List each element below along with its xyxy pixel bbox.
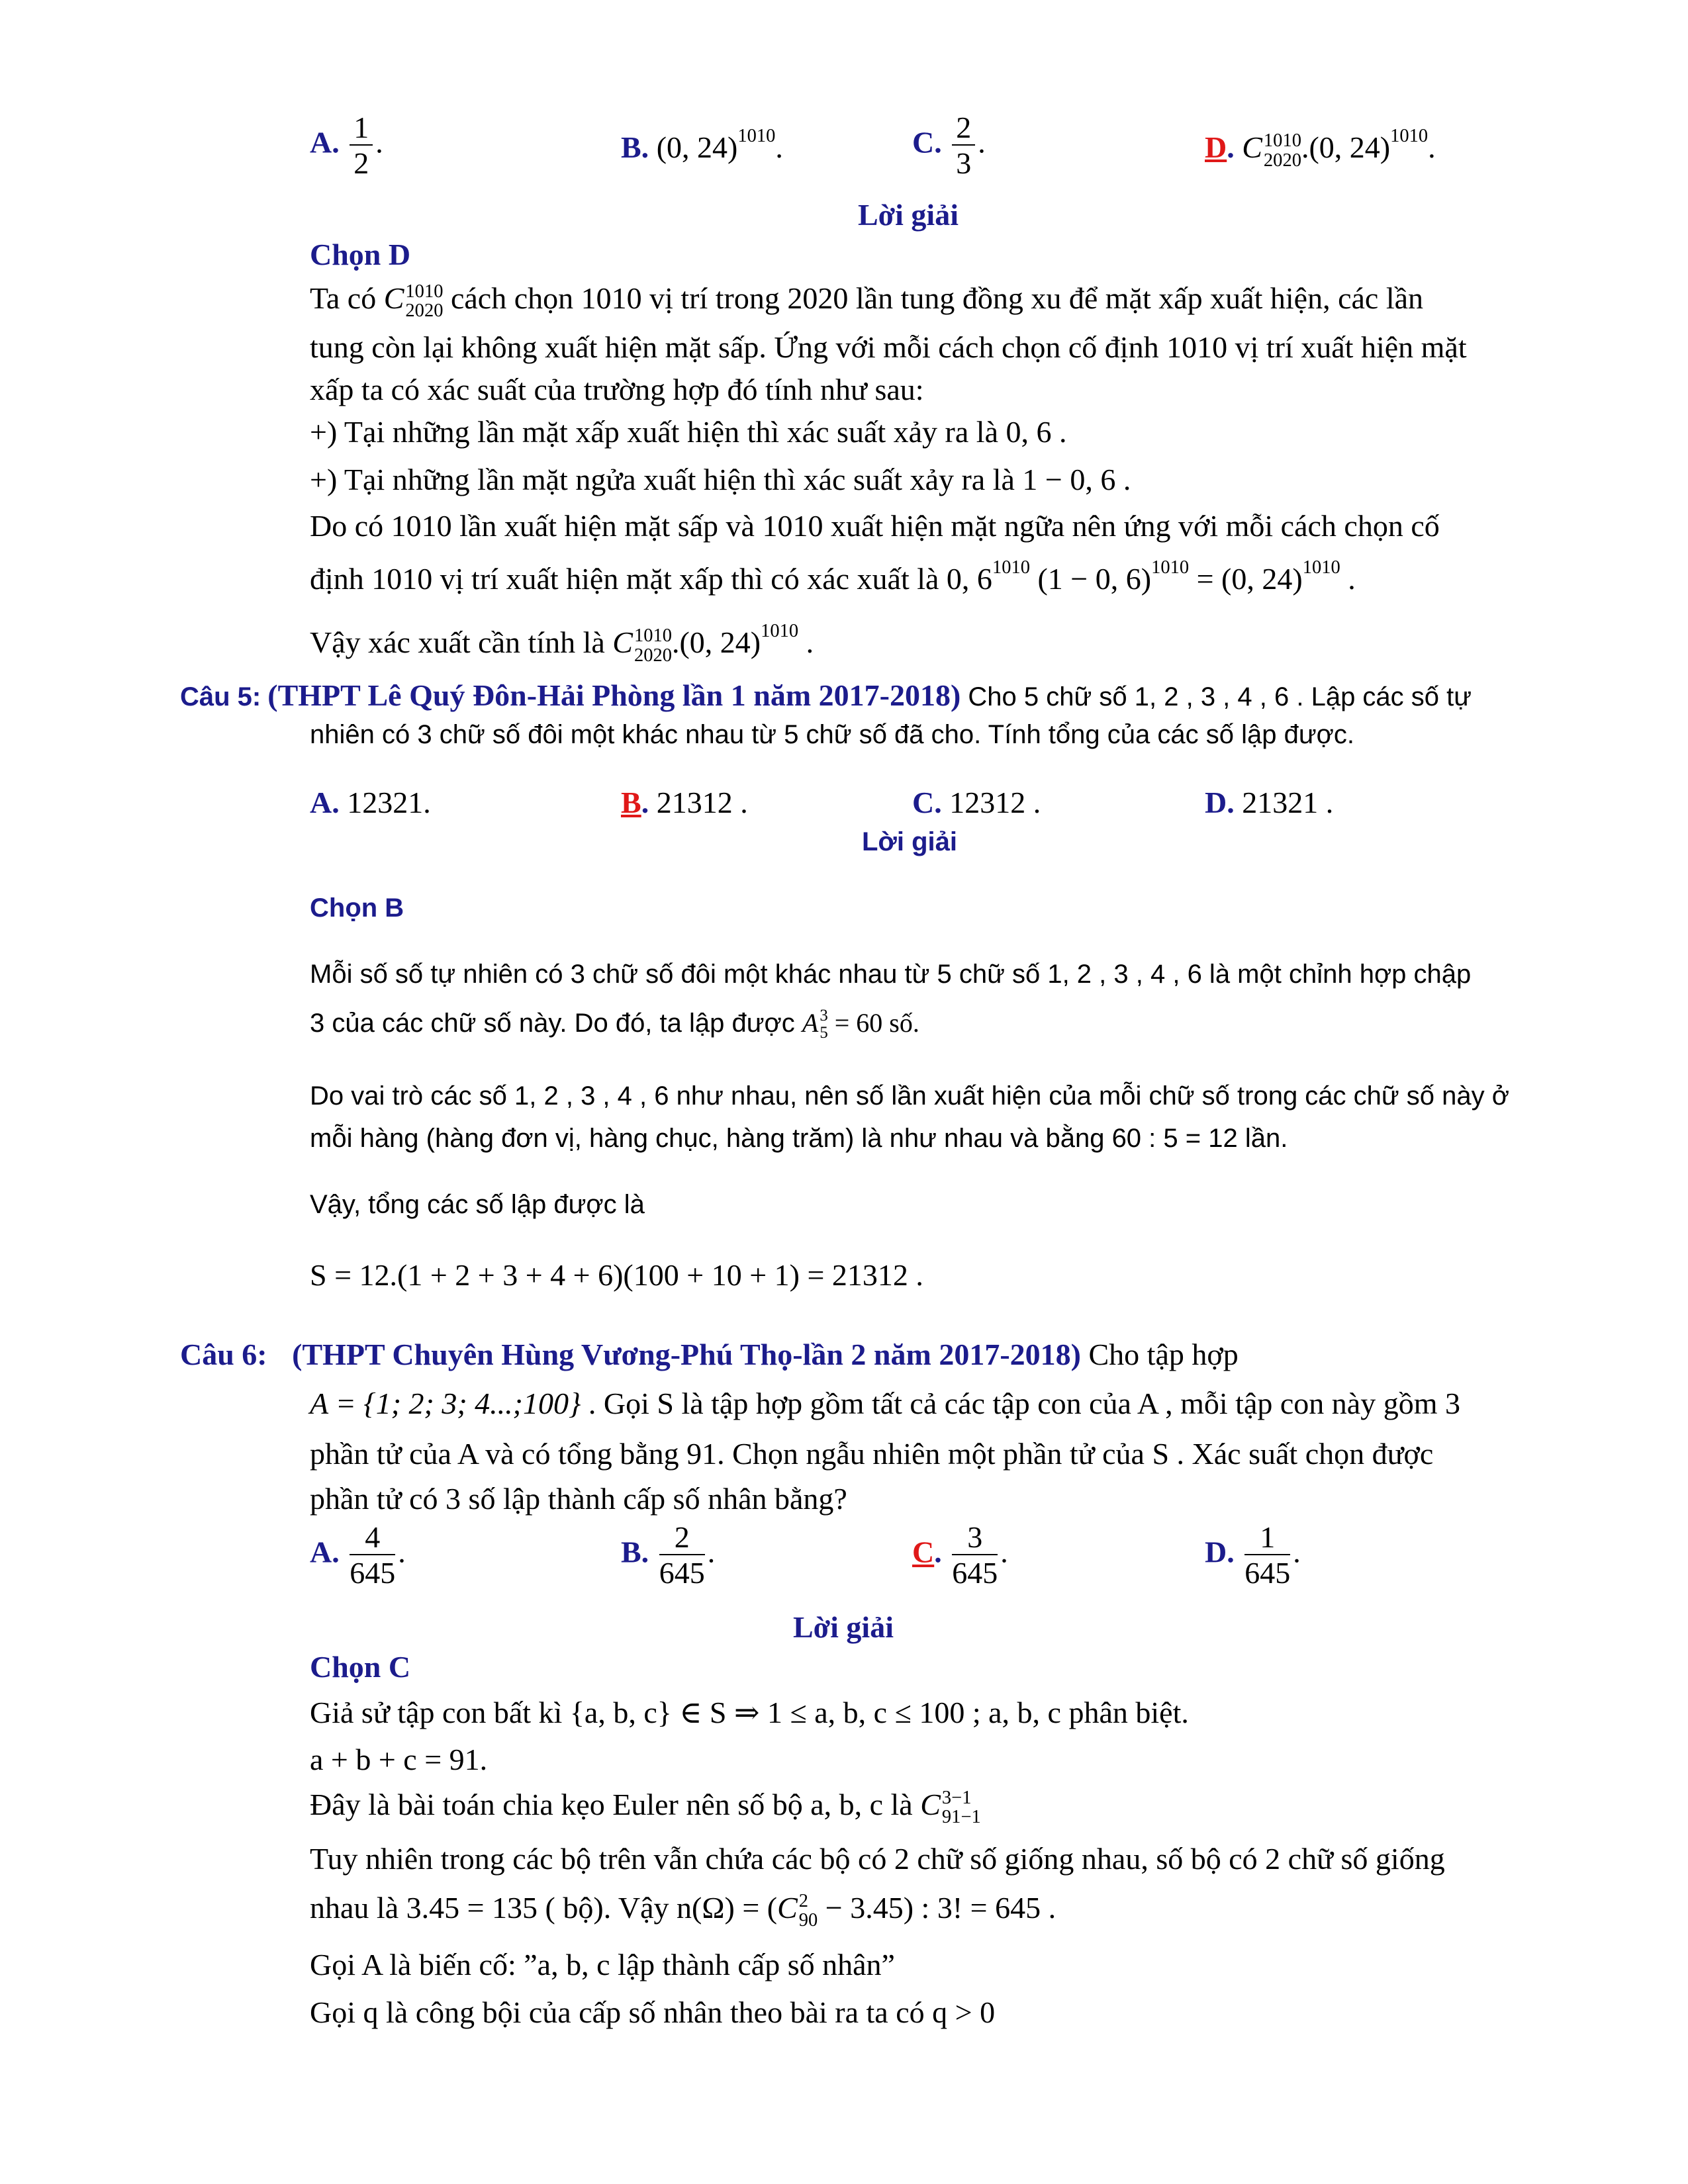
q6-solution-title: Lời giải	[793, 1610, 894, 1644]
q5-question-line-2: nhiên có 3 chữ số đôi một khác nhau từ 5 chữ số đã cho. Tính tổng của các số lập được.	[310, 720, 1354, 749]
fraction: $\frac{1}{645}$	[1244, 1520, 1291, 1590]
q6-solution-line-2: a + b + c = 91.	[310, 1743, 488, 1776]
q4-solution-title: Lời giải	[858, 198, 959, 232]
q5-question-line-1: Câu 5: (THPT Lê Quý Đôn-Hải Phòng lần 1 năm 2017-2018) Cho 5 chữ số 1, 2 , 3 , 4 , 6 . Lập các số tự	[180, 678, 1472, 712]
q5-solution-line-3: Do vai trò các số 1, 2 , 3 , 4 , 6 như nhau, nên số lần xuất hiện của mỗi chữ số trong các chữ số này ở	[310, 1081, 1509, 1111]
q6-solution-line-7: Gọi q là công bội của cấp số nhân theo bài ra ta có q > 0	[310, 1995, 996, 2029]
q4-option-d: D. C 1010 2020 .(0, 24)$^{1010}$.	[1205, 126, 1436, 171]
q6-question-line-1: Câu 6: (THPT Chuyên Hùng Vương-Phú Thọ-lần 2 năm 2017-2018) Cho tập hợp	[180, 1338, 1239, 1371]
q5-solution-line-4: mỗi hàng (hàng đơn vị, hàng chục, hàng trăm) là như nhau và bằng 60 : 5 = 12 lần.	[310, 1124, 1288, 1153]
question-label: Câu 5:	[180, 682, 261, 711]
option-letter-correct: B	[621, 786, 641, 819]
q4-solution-line-4: +) Tại những lần mặt xấp xuất hiện thì xác suất xảy ra là 0, 6 .	[310, 415, 1067, 449]
option-letter: B.	[621, 130, 649, 165]
q4-solution-line-1: Ta có C 1010 2020 cách chọn 1010 vị trí trong 2020 lần tung đồng xu để mặt xấp xuất hiện, các lần	[310, 281, 1424, 322]
question-label: Câu 6:	[180, 1338, 267, 1371]
fraction: $\frac{2}{3}$	[952, 113, 975, 179]
q6-question-line-2: A = {1; 2; 3; 4...;100} . Gọi S là tập hợp gồm tất cả các tập con của A , mỗi tập con này gồm 3	[310, 1387, 1460, 1420]
q6-choice: Chọn C	[310, 1650, 411, 1684]
q4-solution-line-5: +) Tại những lần mặt ngửa xuất hiện thì xác suất xảy ra là 1 − 0, 6 .	[310, 463, 1131, 496]
q5-solution-line-2: 3 của các chữ số này. Do đó, ta lập được A 3 5 = 60 số.	[310, 1007, 919, 1042]
q4-option-c: C. $\frac{2}{3}$ .	[912, 111, 986, 180]
q6-solution-line-5: nhau là 3.45 = 135 ( bộ). Vậy n(Ω) = (C 2 90 − 3.45) : 3! = 645 .	[310, 1890, 1056, 1931]
q5-solution-line-1: Mỗi số số tự nhiên có 3 chữ số đôi một khác nhau từ 5 chữ số 1, 2 , 3 , 4 , 6 là một chỉnh hợp chập	[310, 960, 1472, 989]
q5-solution-line-5: Vậy, tổng các số lập được là	[310, 1190, 645, 1219]
q6-solution-line-1: Giả sử tập con bất kì {a, b, c} ∈ S ⇒ 1 ≤ a, b, c ≤ 100 ; a, b, c phân biệt.	[310, 1696, 1189, 1729]
q6-solution-line-6: Gọi A là biến cố: ”a, b, c lập thành cấp số nhân”	[310, 1948, 895, 1981]
question-source: (THPT Chuyên Hùng Vương-Phú Thọ-lần 2 năm 2017-2018)	[292, 1338, 1081, 1371]
q5-option-b: B. 21312 .	[621, 786, 748, 819]
q5-choice: Chọn B	[310, 893, 404, 923]
fraction: $\frac{4}{645}$	[350, 1520, 396, 1590]
q4-solution-line-8: Vậy xác xuất cần tính là C 1010 2020 .(0, 24)$^{1010}$ .	[310, 621, 814, 666]
q6-question-line-3: phần tử của A và có tổng bằng 91. Chọn ngẫu nhiên một phần tử của S . Xác suất chọn được	[310, 1437, 1434, 1471]
option-letter-correct: D	[1205, 130, 1227, 165]
q4-option-b: B. (0, 24)$^{1010}$.	[621, 126, 783, 165]
q4-solution-line-3: xấp ta có xác suất của trường hợp đó tính như sau:	[310, 373, 924, 406]
q5-option-d: D. 21321 .	[1205, 786, 1334, 819]
q6-question-line-4: phần tử có 3 số lập thành cấp số nhân bằng?	[310, 1482, 847, 1516]
q6-solution-line-4: Tuy nhiên trong các bộ trên vẫn chứa các bộ có 2 chữ số giống nhau, số bộ có 2 chữ số giống	[310, 1842, 1445, 1876]
q4-solution-line-7: định 1010 vị trí xuất hiện mặt xấp thì có xác xuất là 0, $6^{1010}$ (1 − 0, 6)$^{1010}$ = (0, 24)$^{1010}$ .	[310, 557, 1356, 596]
option-letter: C.	[912, 125, 942, 159]
q6-option-c: C. $\frac{3}{645}$ .	[912, 1520, 1008, 1590]
q4-option-a: A. $\frac{1}{2}$ .	[310, 111, 383, 180]
option-letter: A.	[310, 125, 340, 159]
q6-solution-line-3: Đây là bài toán chia kẹo Euler nên số bộ a, b, c là C 3−1 91−1	[310, 1787, 981, 1828]
fraction: $\frac{1}{2}$	[350, 113, 373, 179]
q5-solution-title: Lời giải	[862, 827, 958, 856]
fraction: $\frac{2}{645}$	[659, 1520, 705, 1590]
fraction: $\frac{3}{645}$	[952, 1520, 998, 1590]
q4-solution-line-2: tung còn lại không xuất hiện mặt sấp. Ứng với mỗi cách chọn cố định 1010 vị trí xuất hiện mặt	[310, 330, 1467, 364]
q5-option-c: C. 12312 .	[912, 786, 1041, 819]
question-source: (THPT Lê Quý Đôn-Hải Phòng lần 1 năm 2017-2018)	[267, 678, 961, 712]
q6-option-a: A. $\frac{4}{645}$ .	[310, 1520, 406, 1590]
q4-choice: Chọn D	[310, 238, 411, 271]
q4-solution-line-6: Do có 1010 lần xuất hiện mặt sấp và 1010 xuất hiện mặt ngữa nên ứng với mỗi cách chọn cố	[310, 509, 1440, 543]
q6-option-d: D. $\frac{1}{645}$ .	[1205, 1520, 1301, 1590]
q6-option-b: B. $\frac{2}{645}$ .	[621, 1520, 716, 1590]
q5-option-a: A. 12321.	[310, 786, 431, 819]
q5-solution-formula: S = 12.(1 + 2 + 3 + 4 + 6)(100 + 10 + 1) = 21312 .	[310, 1258, 923, 1292]
option-letter-correct: C	[912, 1535, 935, 1569]
